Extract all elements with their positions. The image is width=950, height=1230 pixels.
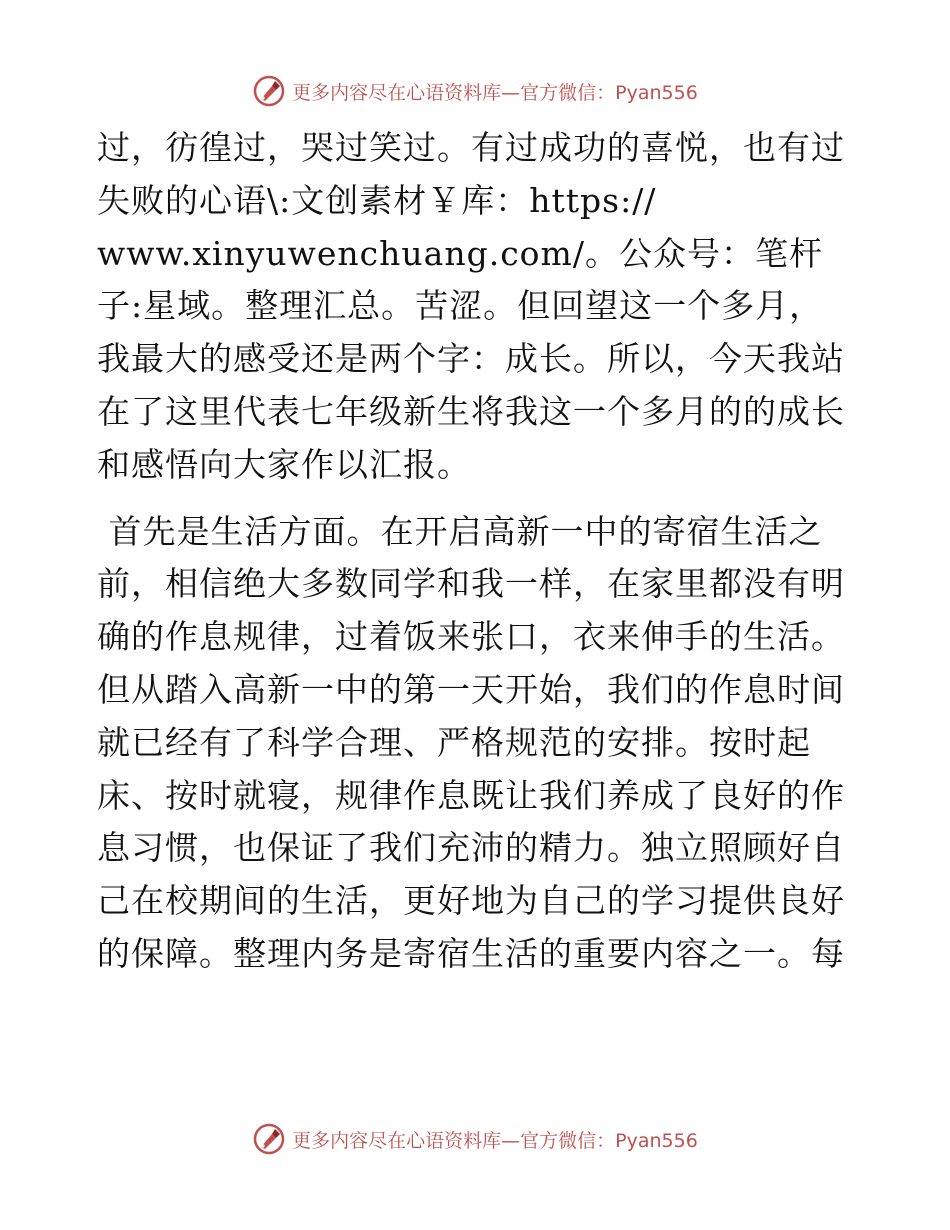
pen-nib-logo-icon: [252, 1122, 286, 1156]
header-promo-banner: [0, 66, 950, 116]
footer-promo-banner: [0, 1114, 950, 1164]
paragraph-2: 首先是生活方面。在开启高新一中的寄宿生活之前，相信绝大多数同学和我一样，在家里都没有明确的作息规律，过着饭来张口，衣来伸手的生活。但从踏入高新一中的第一天开始，我们的作息时间就已经有了科学合理、严格规范的安排。按时起 床、按时就寝，规律作息既让我们养成了良好的作息习惯，也保证了我们充沛的精力。独立照顾好自己在校期间的生活，更好地为自己的学习提供良好的保障。整理内务是寄宿生活的重要内容之一。每: [97, 511, 845, 973]
pen-nib-logo-icon: [252, 74, 286, 108]
footer-promo-text: 更多内容尽在心语资料库—官方微信：Pyan556: [292, 1129, 698, 1152]
paragraph-1: 过，彷徨过，哭过笑过。有过成功的喜悦，也有过失败的心语\:文创素材￥库：https:// www.xinyuwenchuang.com/。公众号：笔杆子:星域。整理汇总。苦涩。但回望这一个多月，我最大的感受还是两个字：成长。所以，今天我站在了这里代表七年级新生将我这一个多月的的成长和感悟向大家作以汇报。: [97, 128, 845, 484]
document-body: [97, 122, 857, 981]
header-promo-text: 更多内容尽在心语资料库—官方微信：Pyan556: [292, 81, 698, 104]
